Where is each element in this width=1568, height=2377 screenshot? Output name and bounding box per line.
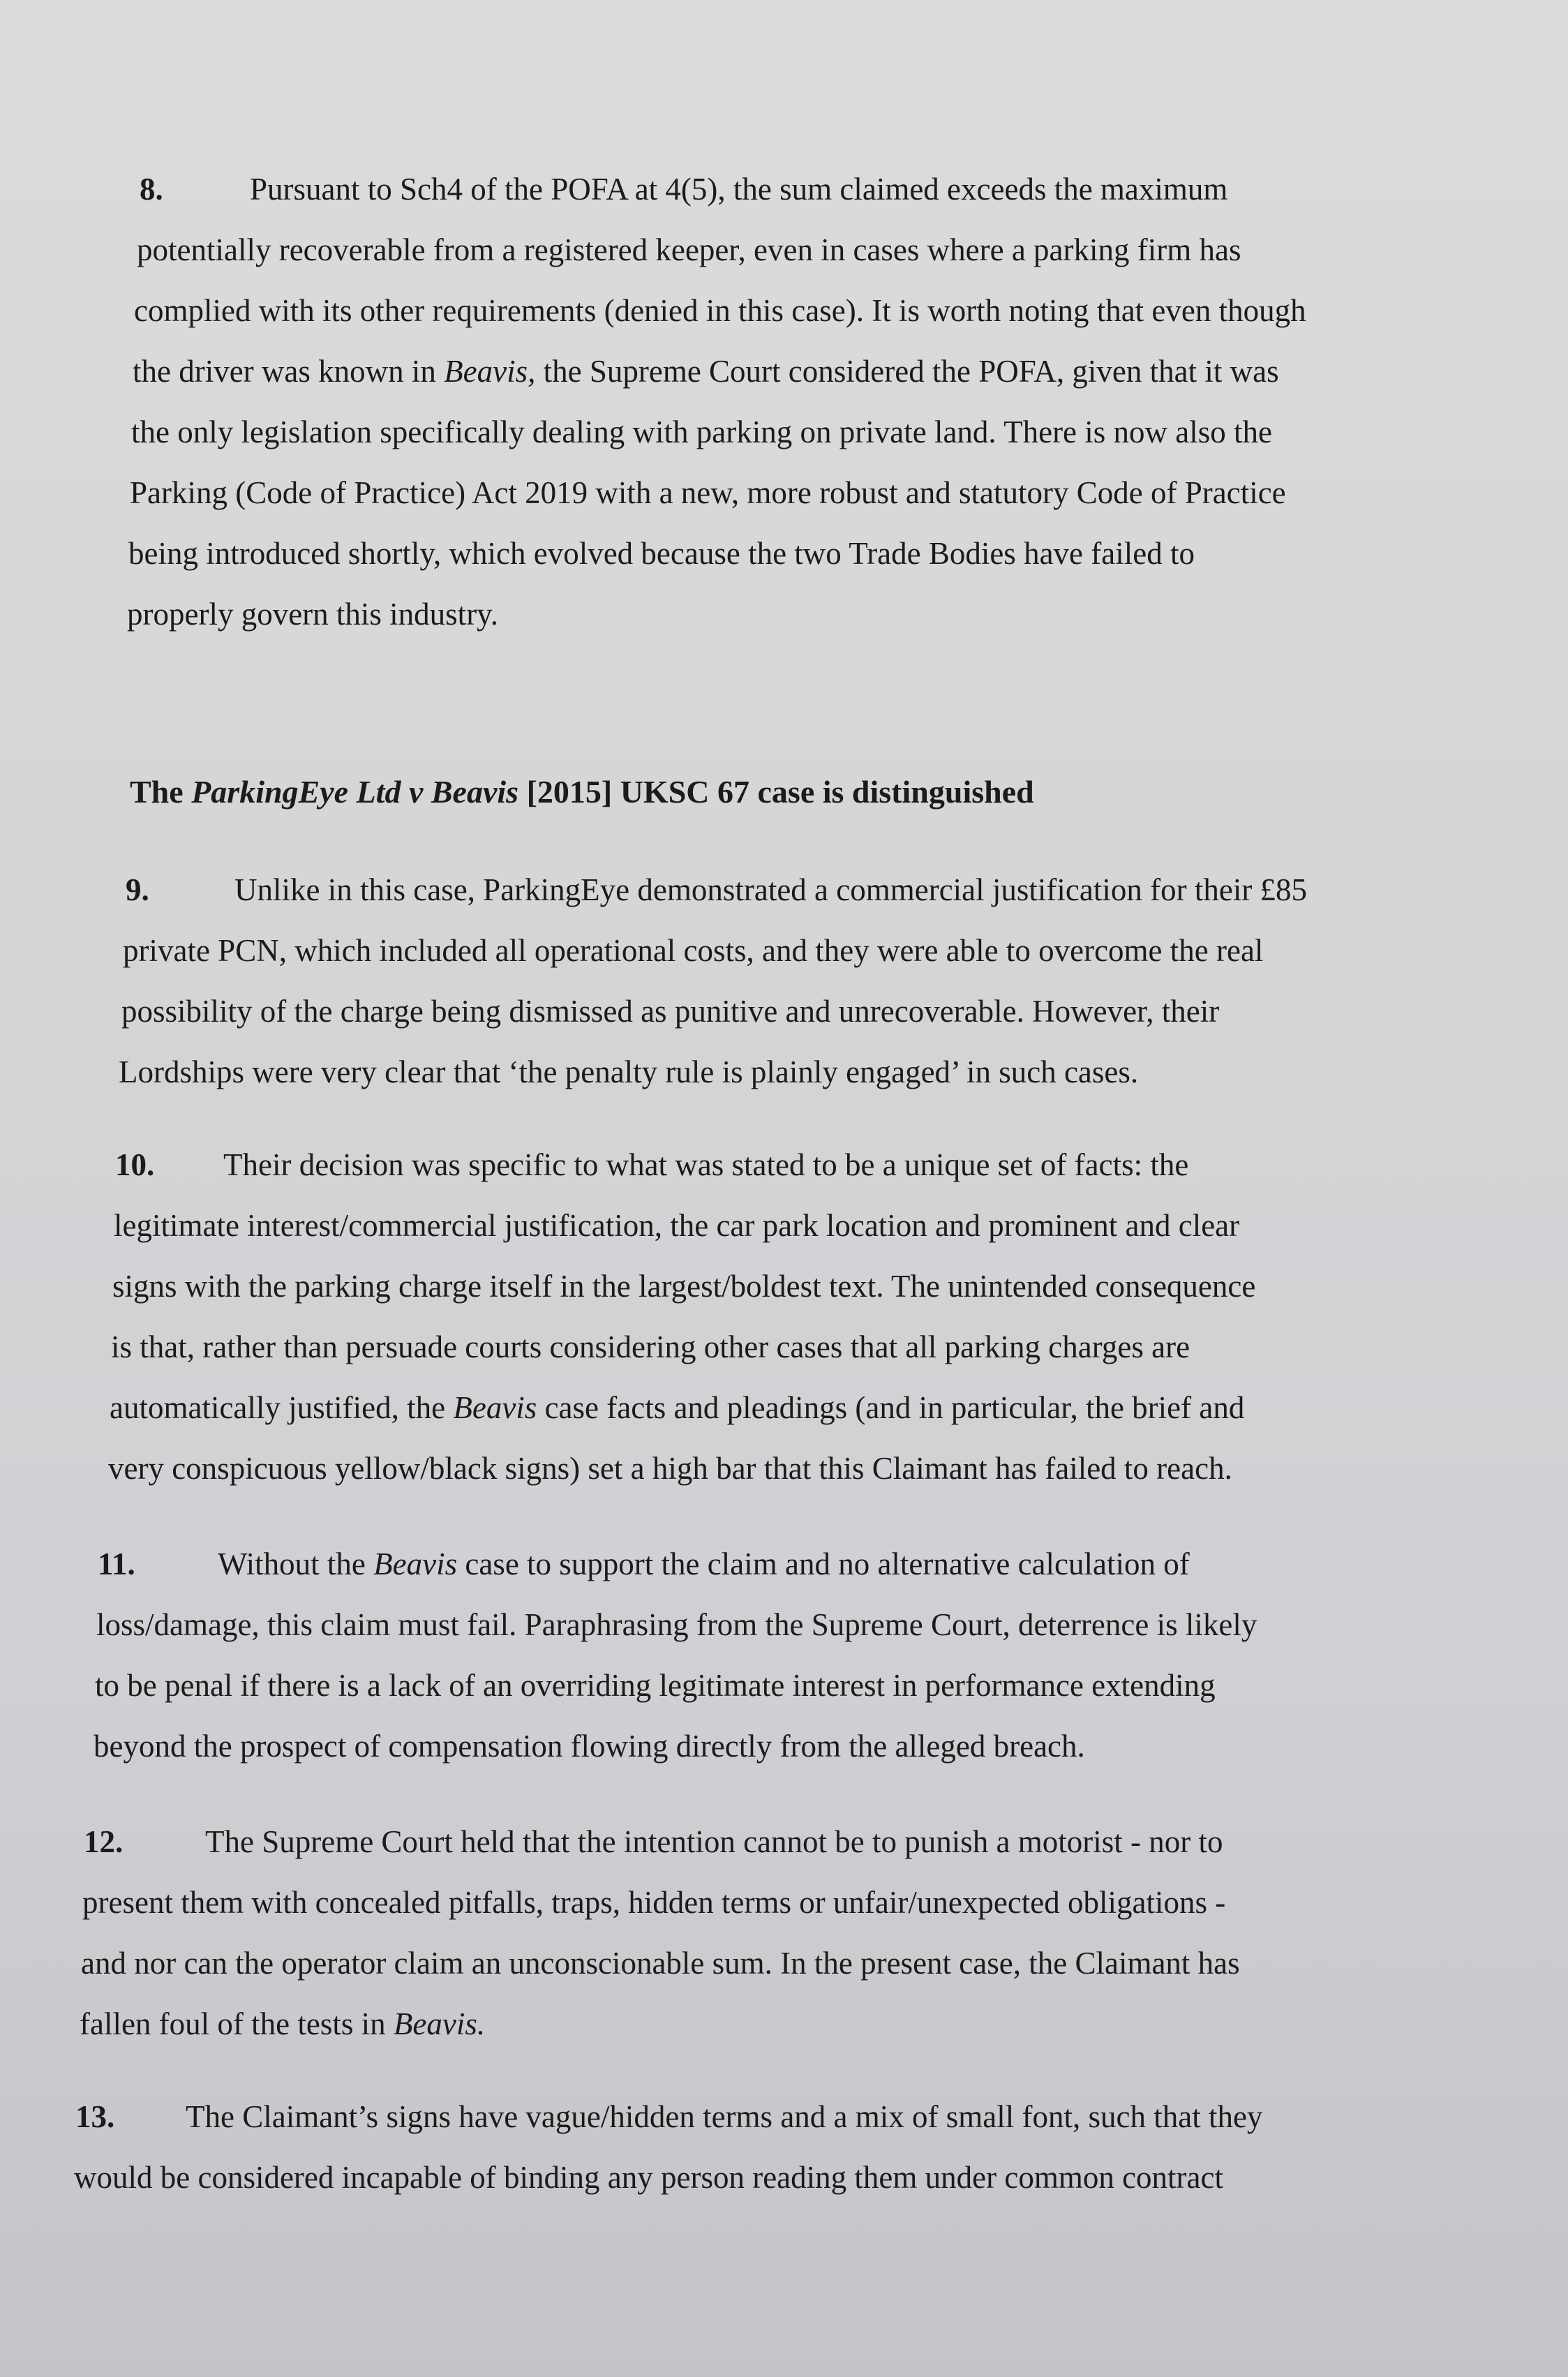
paragraph-line: is that, rather than persuade courts considering other cases that all parking charges are bbox=[111, 1329, 1190, 1364]
paragraph-line: properly govern this industry. bbox=[127, 597, 499, 632]
paragraph-line: and nor can the operator claim an unconscionable sum. In the present case, the Claimant has bbox=[81, 1946, 1240, 1981]
paragraph-line: potentially recoverable from a registered keeper, even in cases where a parking firm has bbox=[137, 232, 1241, 267]
section-heading: The ParkingEye Ltd v Beavis [2015] UKSC 67 case is distinguished bbox=[130, 774, 1034, 810]
paragraph-line: very conspicuous yellow/black signs) set a high bar that this Claimant has failed to reach. bbox=[108, 1451, 1232, 1486]
paragraph-line: 12. The Supreme Court held that the intention cannot be to punish a motorist - nor to bbox=[84, 1812, 1240, 1872]
paragraph-line: signs with the parking charge itself in the largest/boldest text. The unintended consequence bbox=[112, 1269, 1256, 1304]
paragraph-number: 11. bbox=[98, 1547, 135, 1581]
paragraph-line: 8. Pursuant to Sch4 of the POFA at 4(5), the sum claimed exceeds the maximum bbox=[140, 159, 1306, 220]
paragraph-line: legitimate interest/commercial justification, the car park location and prominent and clear bbox=[114, 1208, 1240, 1243]
paragraph-line: the only legislation specifically dealing with parking on private land. There is now also the bbox=[131, 415, 1273, 449]
paragraph-line: Parking (Code of Practice) Act 2019 with a new, more robust and statutory Code of Practice bbox=[130, 475, 1286, 510]
paragraph-line: automatically justified, the Beavis case facts and pleadings (and in particular, the brief and bbox=[110, 1390, 1245, 1425]
paragraph-line: would be considered incapable of binding any person reading them under common contract bbox=[74, 2160, 1223, 2195]
case-name: ParkingEye Ltd v Beavis bbox=[191, 774, 519, 810]
case-citation: Beavis, bbox=[444, 354, 536, 389]
paragraph-line: present them with concealed pitfalls, traps, hidden terms or unfair/unexpected obligations - bbox=[82, 1885, 1226, 1920]
case-citation: Beavis bbox=[453, 1390, 537, 1425]
paragraph-line: being introduced shortly, which evolved because the two Trade Bodies have failed to bbox=[128, 536, 1195, 571]
paragraph-11 bbox=[94, 1534, 1257, 1777]
paragraph-13 bbox=[75, 2087, 1262, 2208]
paragraph-10 bbox=[108, 1135, 1256, 1499]
paragraph-number: 13. bbox=[75, 2099, 115, 2134]
paragraph-line: 9. Unlike in this case, ParkingEye demonstrated a commercial justification for their £85 bbox=[126, 860, 1307, 921]
paragraph-line: the driver was known in Beavis, the Supreme Court considered the POFA, given that it was bbox=[133, 354, 1279, 389]
paragraph-line: to be penal if there is a lack of an overriding legitimate interest in performance extending bbox=[95, 1668, 1216, 1703]
paragraph-number: 8. bbox=[140, 172, 163, 207]
paragraph-8 bbox=[127, 159, 1306, 645]
paragraph-line: complied with its other requirements (denied in this case). It is worth noting that even though bbox=[134, 293, 1306, 328]
paragraph-line: fallen foul of the tests in Beavis. bbox=[80, 2006, 486, 2041]
paragraph-line: 10. Their decision was specific to what was stated to be a unique set of facts: the bbox=[115, 1135, 1255, 1195]
paragraph-line: loss/damage, this claim must fail. Paraphrasing from the Supreme Court, deterrence is likely bbox=[96, 1607, 1257, 1642]
paragraph-line: 13. The Claimant’s signs have vague/hidden terms and a mix of small font, such that they bbox=[75, 2087, 1262, 2147]
paragraph-12 bbox=[80, 1812, 1240, 2055]
case-citation: Beavis. bbox=[393, 2006, 486, 2041]
paragraph-number: 10. bbox=[115, 1147, 155, 1182]
paragraph-line: beyond the prospect of compensation flowing directly from the alleged breach. bbox=[94, 1729, 1085, 1764]
paragraph-line: possibility of the charge being dismissed as punitive and unrecoverable. However, their bbox=[121, 994, 1220, 1029]
paragraph-number: 9. bbox=[126, 872, 149, 907]
paragraph-number: 12. bbox=[84, 1824, 124, 1859]
paragraph-9 bbox=[119, 860, 1308, 1103]
paragraph-line: Lordships were very clear that ‘the penalty rule is plainly engaged’ in such cases. bbox=[119, 1055, 1139, 1089]
paragraph-line: 11. Without the Beavis case to support the claim and no alternative calculation of bbox=[98, 1534, 1257, 1595]
case-citation: Beavis bbox=[373, 1547, 458, 1581]
paragraph-line: private PCN, which included all operational costs, and they were able to overcome the real bbox=[123, 933, 1264, 968]
